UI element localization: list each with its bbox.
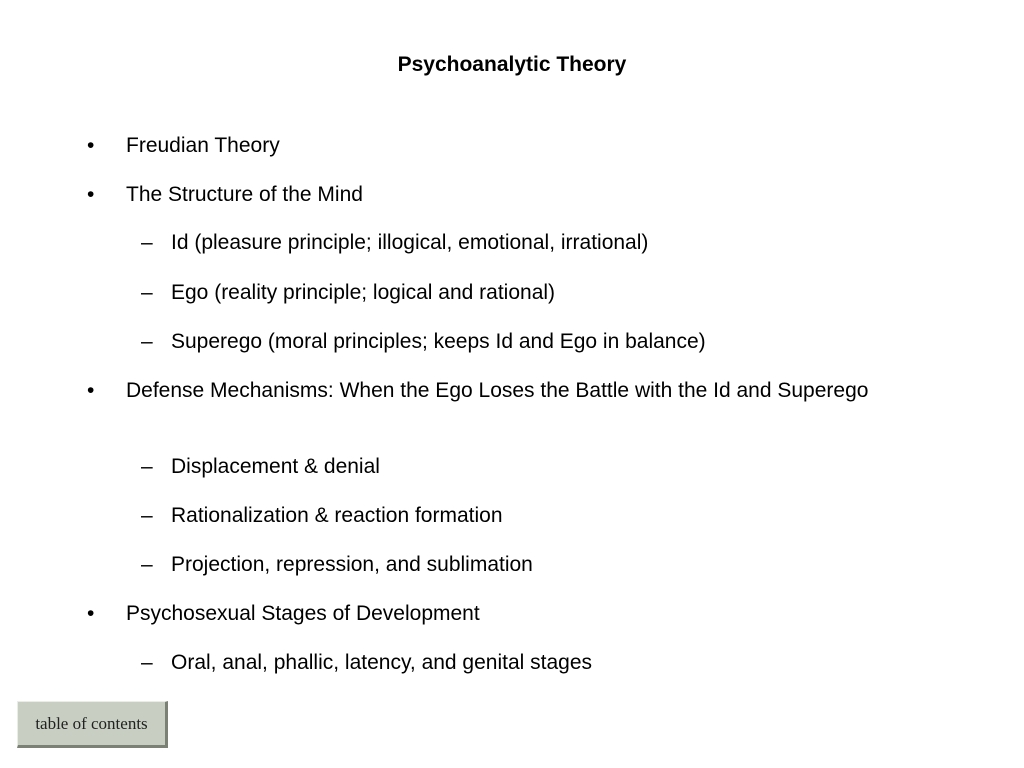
bullet-marker: • xyxy=(87,134,95,157)
dash-marker: – xyxy=(141,651,153,674)
sub-item-text: Oral, anal, phallic, latency, and genital stages xyxy=(171,651,593,674)
slide-title: Psychoanalytic Theory xyxy=(397,53,627,76)
bullet-text: Psychosexual Stages of Development xyxy=(126,602,480,625)
bullet-text: Defense Mechanisms: When the Ego Loses the Battle with the Id and Superego xyxy=(126,379,869,402)
dash-marker: – xyxy=(141,281,153,304)
table-of-contents-button[interactable]: table of contents xyxy=(17,701,168,748)
bullet-text: The Structure of the Mind xyxy=(126,183,363,206)
sub-item-text: Id (pleasure principle; illogical, emotional, irrational) xyxy=(171,231,649,254)
dash-marker: – xyxy=(141,231,153,254)
dash-marker: – xyxy=(141,330,153,353)
bullet-marker: • xyxy=(87,183,95,206)
dash-marker: – xyxy=(141,455,153,478)
sub-item-text: Projection, repression, and sublimation xyxy=(171,553,533,576)
bullet-text: Freudian Theory xyxy=(126,134,280,157)
sub-item-text: Ego (reality principle; logical and rational) xyxy=(171,281,556,304)
sub-item-text: Superego (moral principles; keeps Id and Ego in balance) xyxy=(171,330,706,353)
bullet-marker: • xyxy=(87,379,95,402)
sub-item-text: Rationalization & reaction formation xyxy=(171,504,503,527)
dash-marker: – xyxy=(141,553,153,576)
bullet-marker: • xyxy=(87,602,95,625)
sub-item-text: Displacement & denial xyxy=(171,455,380,478)
dash-marker: – xyxy=(141,504,153,527)
